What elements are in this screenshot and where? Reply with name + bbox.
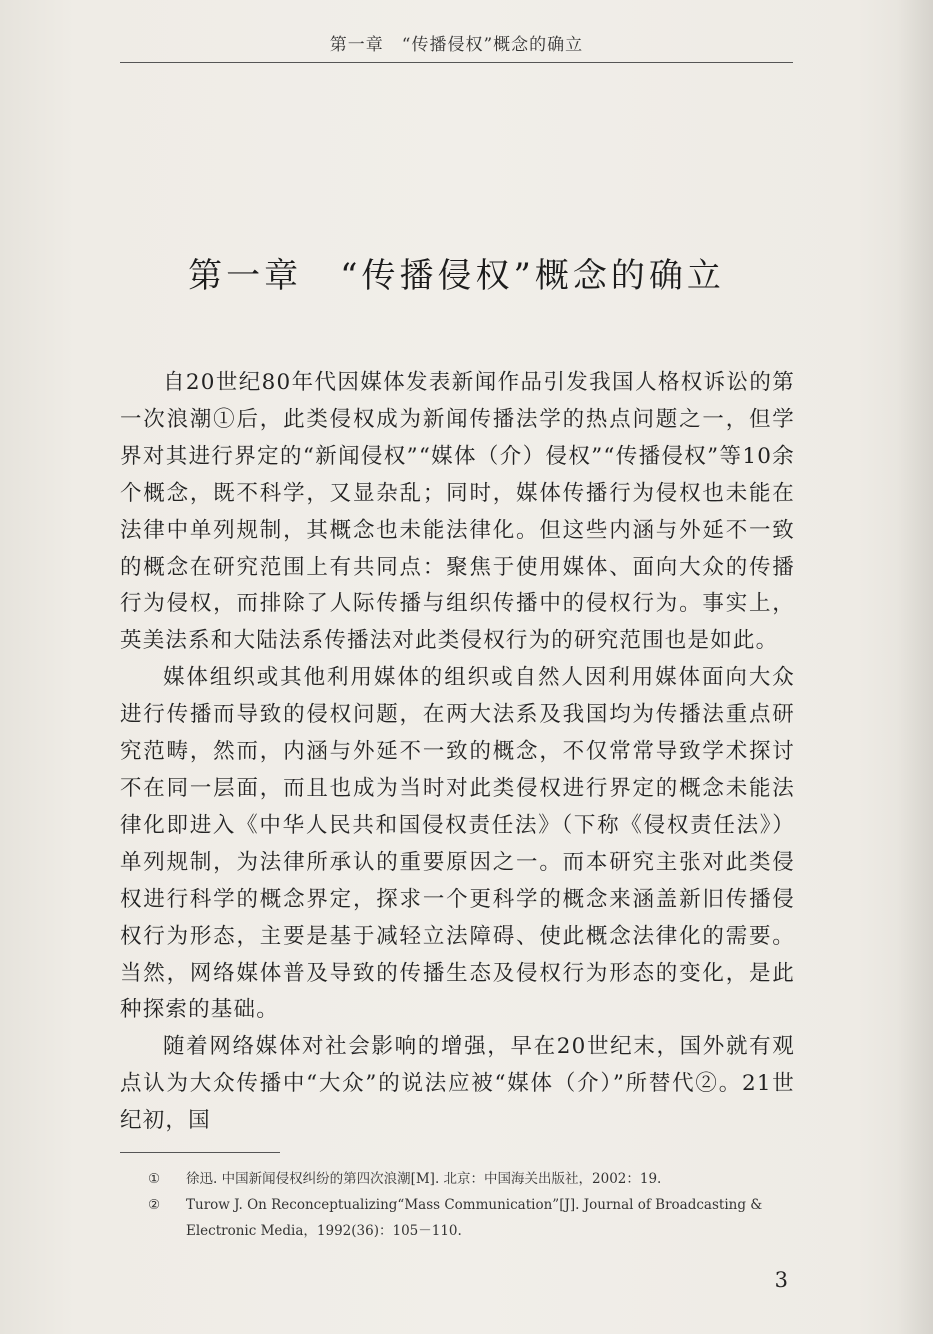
footnote-1-mark: ① <box>148 1171 161 1187</box>
footnote-divider <box>120 1152 280 1153</box>
footnote-2 <box>148 1192 793 1244</box>
paragraph-3: 随着网络媒体对社会影响的增强，早在20世纪末，国外就有观点认为大众传播中“大众”的说法应被“媒体（介）”所替代②。21世纪初，国 <box>120 1034 795 1134</box>
paragraph-1: 自20世纪80年代因媒体发表新闻作品引发我国人格权诉讼的第一次浪潮①后，此类侵权成为新闻传播法学的热点问题之一，但学界对其进行界定的“新闻侵权”“媒体（介）侵权”“传播侵权”等10余个概念，既不科学，又显杂乱；同时，媒体传播行为侵权也未能在法律中单列规制，其概念也未能法律化。但这些内涵与外延不一致的概念在研究范围上有共同点：聚焦于使用媒体、面向大众的传播行为侵权，而排除了人际传播与组织传播中的侵权行为。事实上，英美法系和大陆法系传播法对此类侵权行为的研究范围也是如此。 <box>120 370 795 654</box>
footnote-2-text: Turow J. On Reconceptualizing“Mass Communication”[J]. Journal of Broadcasting & Electronic Media，1992(36)：105－110. <box>186 1197 763 1239</box>
page-edge-shadow <box>897 0 933 1334</box>
body-text <box>120 365 795 1140</box>
page-number: 3 <box>774 1268 788 1292</box>
paragraph-2: 媒体组织或其他利用媒体的组织或自然人因利用媒体面向大众进行传播而导致的侵权问题，在两大法系及我国均为传播法重点研究范畴，然而，内涵与外延不一致的概念，不仅常常导致学术探讨不在同一层面，而且也成为当时对此类侵权进行界定的概念未能法律化即进入《中华人民共和国侵权责任法》（下称《侵权责任法》）单列规制，为法律所承认的重要原因之一。而本研究主张对此类侵权进行科学的概念界定，探求一个更科学的概念来涵盖新旧传播侵权行为形态，主要是基于减轻立法障碍、使此概念法律化的需要。当然，网络媒体普及导致的传播生态及侵权行为形态的变化，是此种探索的基础。 <box>120 665 795 1023</box>
chapter-title: 第一章 “传播侵权”概念的确立 <box>188 256 725 296</box>
footnote-1-text: 徐迅. 中国新闻侵权纠纷的第四次浪潮[M]. 北京：中国海关出版社，2002：19. <box>186 1171 662 1187</box>
footnote-2-mark: ② <box>148 1197 161 1213</box>
footnote-1 <box>148 1166 793 1192</box>
running-header: 第一章 “传播侵权”概念的确立 <box>120 28 793 63</box>
footnotes <box>148 1166 793 1244</box>
